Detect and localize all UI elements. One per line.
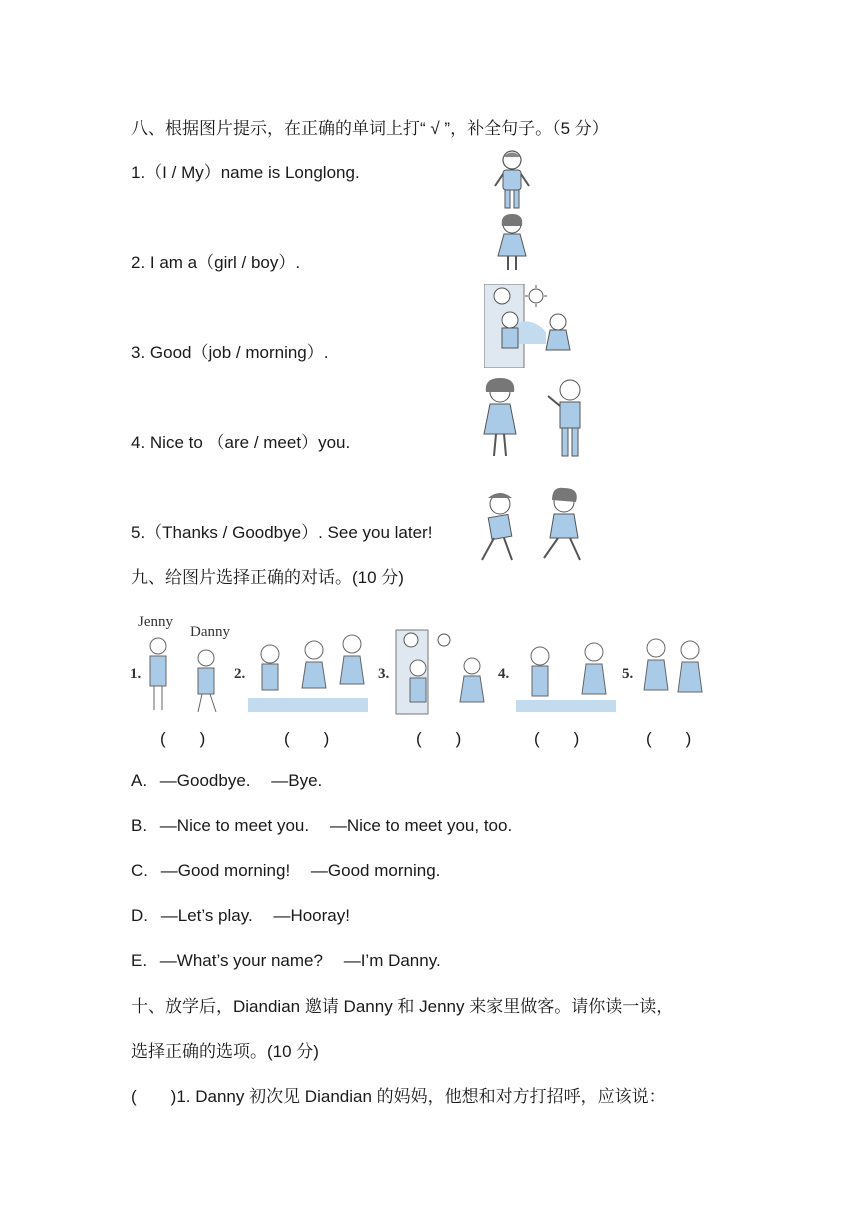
section9-heading: 九、给图片选择正确的对话。(10 分): [131, 568, 404, 587]
pic-number-2: 2.: [234, 666, 246, 682]
answer-parens-row: [0, 724, 860, 748]
pic-number-1: 1.: [130, 666, 142, 682]
option-e: [131, 950, 441, 972]
option-answer: —Nice to meet you, too.: [329, 816, 513, 835]
option-letter: E.: [131, 951, 148, 970]
section9-picture-strip: [128, 608, 728, 720]
option-answer: —Bye.: [271, 771, 323, 790]
answer-blank-4[interactable]: ( ): [534, 729, 580, 748]
option-question: —Goodbye.: [159, 771, 251, 790]
pic-number-5: 5.: [622, 666, 634, 682]
s8-item-2: 2. I am a（girl / boy）.: [131, 253, 301, 272]
boy-illustration: [490, 148, 534, 212]
option-question: —Good morning!: [160, 861, 291, 880]
pic-number-4: 4.: [498, 666, 510, 682]
s8-item-4: 4. Nice to （are / meet）you.: [131, 433, 351, 452]
section10-heading-line1: 十、放学后，Diandian 邀请 Danny 和 Jenny 来家里做客。请你读一读，: [131, 997, 674, 1016]
option-a: [131, 770, 322, 792]
option-b: [131, 815, 512, 837]
girl-illustration: [490, 212, 534, 274]
answer-blank-1[interactable]: ( ): [160, 729, 206, 748]
option-question: —Nice to meet you.: [159, 816, 310, 835]
section8-heading: 八、根据图片提示，在正确的单词上打“ √ ”，补全句子。（5 分）: [131, 119, 609, 138]
label-jenny: Jenny: [138, 614, 173, 630]
option-letter: C.: [131, 861, 148, 880]
option-letter: D.: [131, 906, 148, 925]
answer-blank-3[interactable]: ( ): [416, 729, 462, 748]
option-c: [131, 860, 440, 882]
option-answer: —Good morning.: [310, 861, 441, 880]
pic-number-3: 3.: [378, 666, 390, 682]
option-answer: —I’m Danny.: [343, 951, 441, 970]
option-question: —Let’s play.: [160, 906, 253, 925]
option-letter: A.: [131, 771, 148, 790]
section10-heading-line2: 选择正确的选项。(10 分): [131, 1042, 319, 1061]
option-answer: —Hooray!: [273, 906, 350, 925]
s8-item-1: 1.（I / My）name is Longlong.: [131, 163, 360, 182]
answer-blank-5[interactable]: ( ): [646, 729, 692, 748]
s8-item-5: 5.（Thanks / Goodbye）. See you later!: [131, 523, 433, 542]
section10-question-1: ( )1. Danny 初次见 Diandian 的妈妈，他想和对方打招呼，应该说：: [131, 1087, 666, 1106]
label-danny: Danny: [190, 624, 230, 640]
goodbye-illustration: [472, 484, 594, 568]
nice-to-meet-illustration: [476, 374, 592, 462]
answer-blank-2[interactable]: ( ): [284, 729, 330, 748]
option-question: —What’s your name?: [159, 951, 323, 970]
option-d: [131, 905, 350, 927]
good-morning-illustration: [484, 284, 580, 368]
option-letter: B.: [131, 816, 148, 835]
s8-item-3: 3. Good（job / morning）.: [131, 343, 329, 362]
